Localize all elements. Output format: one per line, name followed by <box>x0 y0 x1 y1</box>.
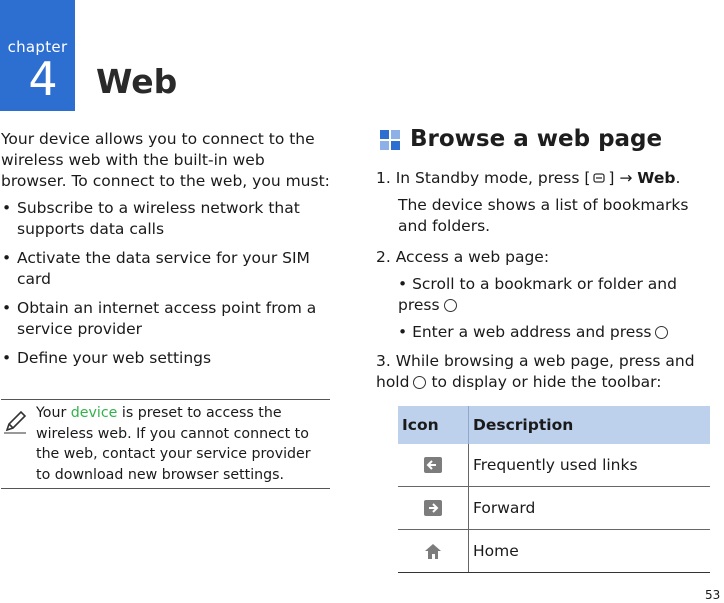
home-icon <box>398 530 469 573</box>
step-2-option-1 <box>398 274 716 316</box>
table-row <box>398 530 710 573</box>
web-menu-label: Web <box>637 169 676 187</box>
step-2: 2. Access a web page: <box>376 248 550 266</box>
steps <box>376 168 716 393</box>
confirm-key-icon <box>655 326 668 339</box>
table-header-icon: Icon <box>398 406 469 444</box>
step-2-option-1-text: • Scroll to a bookmark or folder and press <box>398 275 677 314</box>
forward-arrow-icon <box>398 487 469 530</box>
chapter-label: chapter <box>7 38 68 56</box>
chapter-tab <box>0 0 75 111</box>
left-column <box>1 129 331 377</box>
page-number: 53 <box>705 588 721 602</box>
step-2-option-2 <box>398 322 716 343</box>
confirm-key-icon <box>444 299 457 312</box>
chapter-number: 4 <box>28 52 58 106</box>
note-text-start: Your <box>36 405 71 421</box>
step-1-arrow: ] → <box>608 169 638 187</box>
section-grid-icon <box>380 130 400 150</box>
step-1-text: 1. In Standby mode, press [ <box>376 169 591 187</box>
confirm-key-icon <box>413 376 426 389</box>
table-cell-description: Forward <box>469 487 711 530</box>
note-text <box>36 403 328 485</box>
table-cell-description: Frequently used links <box>469 444 711 487</box>
table-header-description: Description <box>469 406 711 444</box>
toolbar-icon-table <box>398 406 710 573</box>
step-2-option-2-text: • Enter a web address and press <box>398 323 652 341</box>
intro-paragraph: Your device allows you to connect to the wireless web with the built-in web browser. To connect to the web, you must: <box>1 130 330 190</box>
step-3 <box>376 351 716 393</box>
list-item: • Define your web settings <box>1 348 331 369</box>
step-3-text-end: to display or hide the toolbar: <box>431 373 662 391</box>
note-text-rest: is preset to access the wireless web. If you cannot connect to the web, contact your service provider to download new browser settings. <box>36 405 311 483</box>
list-item: • Activate the data service for your SIM card <box>1 248 331 290</box>
note-accent-word: device <box>70 405 118 421</box>
list-item: • Subscribe to a wireless network that supports data calls <box>1 198 331 240</box>
table-row <box>398 487 710 530</box>
step-1-period: . <box>675 169 681 187</box>
list-item: • Obtain an internet access point from a service provider <box>1 298 331 340</box>
menu-key-icon <box>592 170 606 184</box>
step-3-text: 3. While browsing a web page, press and hold <box>376 352 695 391</box>
requirements-list <box>1 198 331 369</box>
step-1-detail: The device shows a list of bookmarks and folders. <box>398 196 689 235</box>
pencil-note-icon <box>2 409 28 435</box>
note-box <box>1 399 330 489</box>
section-heading: Browse a web page <box>410 126 663 152</box>
table-cell-description: Home <box>469 530 711 573</box>
page-title: Web <box>96 62 178 101</box>
back-arrow-icon <box>398 444 469 487</box>
table-header-row <box>398 406 710 444</box>
step-1 <box>376 168 716 189</box>
table-row <box>398 444 710 487</box>
